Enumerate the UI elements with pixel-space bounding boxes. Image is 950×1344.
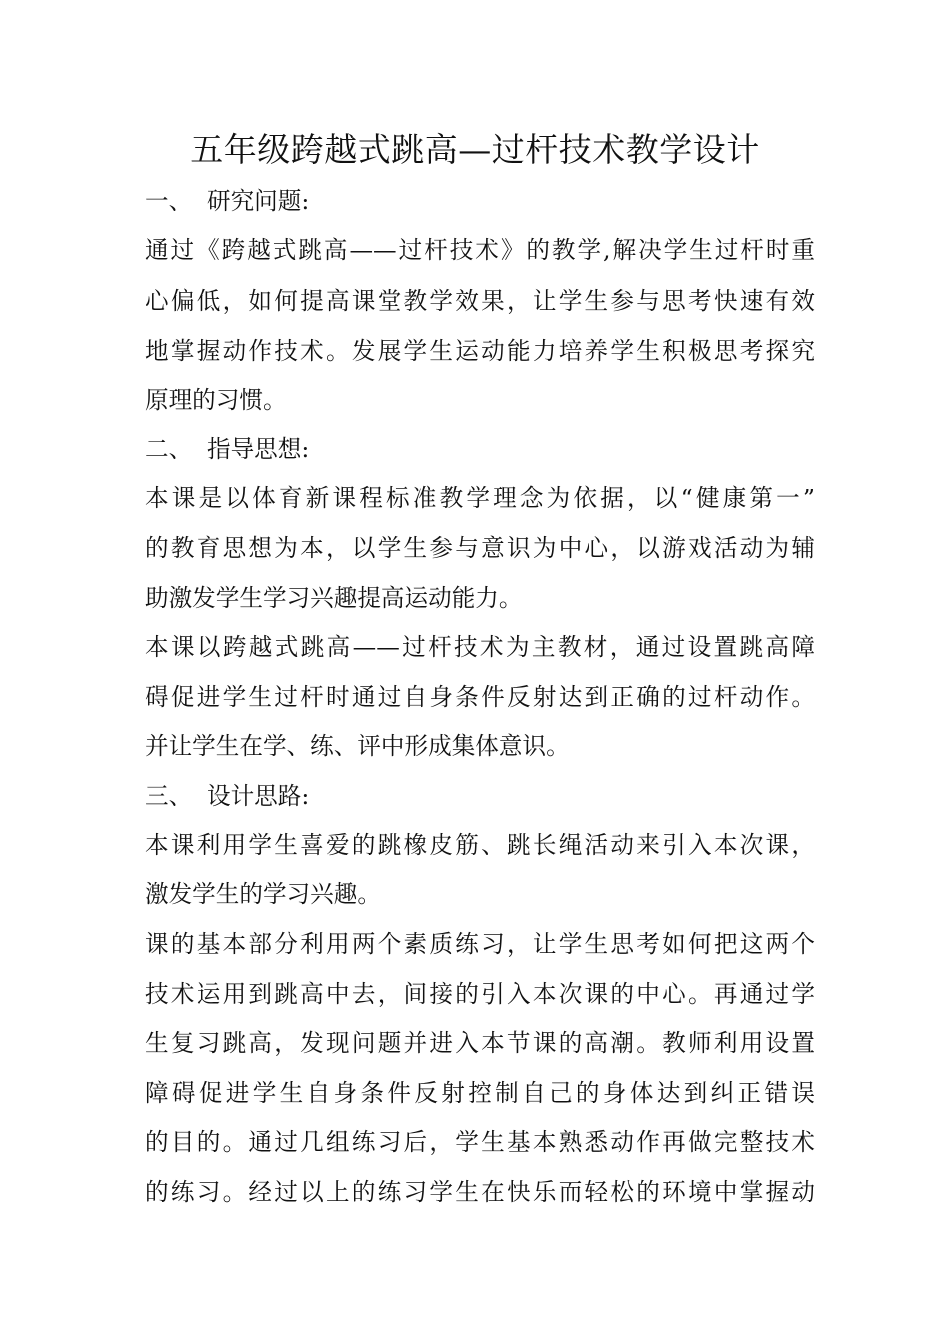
- document-title: 五年级跨越式跳高—过杆技术教学设计: [190, 130, 760, 169]
- section-heading: [145, 776, 815, 816]
- paragraph-line: 技术运用到跳高中去，间接的引入本次课的中心。再通过学: [145, 980, 815, 1008]
- paragraph-line: 原理的习惯。: [145, 386, 287, 414]
- paragraph-line: 生复习跳高，发现问题并进入本节课的高潮。教师利用设置: [145, 1029, 815, 1057]
- section-heading: [145, 181, 815, 221]
- paragraph-line: 心偏低，如何提高课堂教学效果，让学生参与思考快速有效: [145, 287, 815, 315]
- paragraph-line: 本课是以体育新课程标准教学理念为依据，以“健康第一”: [145, 484, 815, 512]
- paragraph-line: 的教育思想为本，以学生参与意识为中心，以游戏活动为辅: [145, 534, 815, 562]
- paragraph-line: 地掌握动作技术。发展学生运动能力培养学生积极思考探究: [145, 337, 815, 365]
- section-number: 二、: [145, 435, 193, 463]
- paragraph-line: 课的基本部分利用两个素质练习，让学生思考如何把这两个: [145, 930, 815, 958]
- paragraph-line: 的目的。通过几组练习后，学生基本熟悉动作再做完整技术: [145, 1128, 815, 1156]
- paragraph-line: 助激发学生学习兴趣提高运动能力。: [145, 584, 523, 612]
- paragraph-line: 碍促进学生过杆时通过自身条件反射达到正确的过杆动作。: [145, 683, 815, 711]
- paragraph-line: 激发学生的学习兴趣。: [145, 880, 381, 908]
- paragraph-line: 通过《跨越式跳高——过杆技术》的教学,解决学生过杆时重: [145, 236, 815, 264]
- paragraph-line: 本课以跨越式跳高——过杆技术为主教材，通过设置跳高障: [145, 633, 815, 661]
- section-heading: [145, 429, 815, 469]
- paragraph-line: 障碍促进学生自身条件反射控制自己的身体达到纠正错误: [145, 1079, 815, 1107]
- paragraph-line: 的练习。经过以上的练习学生在快乐而轻松的环境中掌握动: [145, 1178, 815, 1206]
- section-title: 指导思想:: [207, 435, 310, 463]
- section-title: 研究问题:: [207, 187, 310, 215]
- section-number: 三、: [145, 782, 193, 810]
- section-number: 一、: [145, 187, 193, 215]
- section-title: 设计思路:: [207, 782, 310, 810]
- paragraph-line: 本课利用学生喜爱的跳橡皮筋、跳长绳活动来引入本次课，: [145, 831, 815, 859]
- paragraph-line: 并让学生在学、练、评中形成集体意识。: [145, 732, 570, 760]
